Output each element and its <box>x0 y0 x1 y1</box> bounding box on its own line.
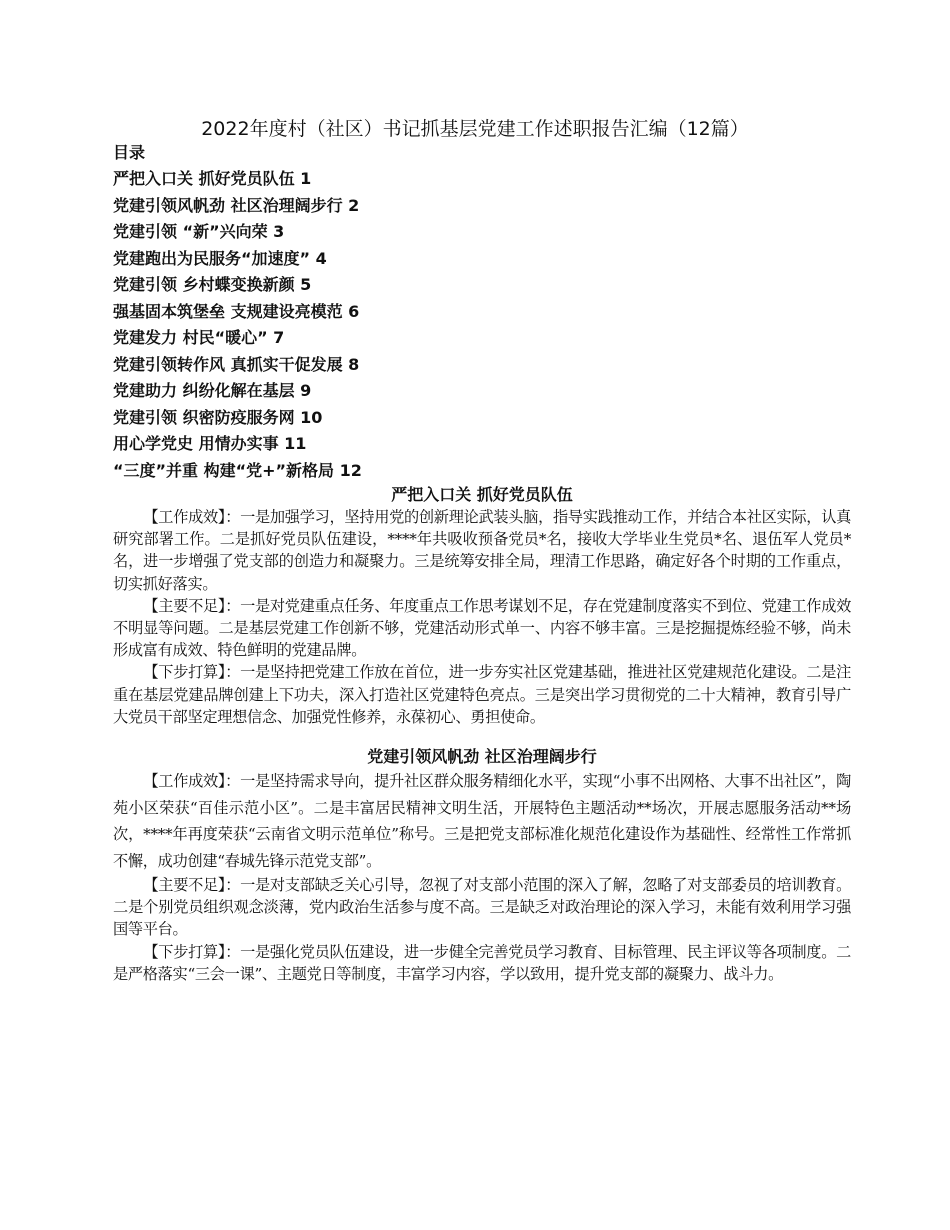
section-paragraph: 【下步打算】：一是坚持把党建工作放在首位，进一步夯实社区党建基础，推进社区党建规范化建设。二是注重在基层党建品牌创建上下功夫，深入打造社区党建特色亮点。三是突出学习贯彻党的二十大精神，教育引导广大党员干部坚定理想信念、加强党性修养，永葆初心、勇担使命。 <box>113 663 851 726</box>
toc-item: “三度”并重 构建“党+”新格局 12 <box>113 460 362 480</box>
toc-heading: 目录 <box>113 143 146 162</box>
toc-item: 党建引领转作风 真抓实干促发展 8 <box>113 354 360 374</box>
toc-item: 党建引领 乡村蝶变换新颜 5 <box>113 275 312 294</box>
report-section <box>113 746 851 985</box>
report-section <box>113 484 851 728</box>
document-title: 2022年度村（社区）书记抓基层党建工作述职报告汇编（12篇） <box>201 118 749 140</box>
section-paragraph: 【主要不足】：一是对支部缺乏关心引导，忽视了对支部小范围的深入了解，忽略了对支部委员的培训教育。二是个别党员组织观念淡薄，党内政治生活参与度不高。三是缺乏对政治理论的深入学习，未能有效利用学习强国等平台。 <box>113 876 851 939</box>
table-of-contents <box>113 166 362 484</box>
section-heading: 党建引领风帆劲 社区治理阔步行 <box>367 747 597 766</box>
toc-item: 党建引领风帆劲 社区治理阔步行 2 <box>113 195 360 215</box>
section-paragraph: 【主要不足】：一是对党建重点任务、年度重点工作思考谋划不足，存在党建制度落实不到位、党建工作成效不明显等问题。二是基层党建工作创新不够，党建活动形式单一、内容不够丰富。三是挖掘提炼经验不够，尚未形成富有成效、特色鲜明的党建品牌。 <box>113 596 851 660</box>
toc-item: 党建跑出为民服务“加速度” 4 <box>113 248 327 268</box>
toc-item: 严把入口关 抓好党员队伍 1 <box>113 169 312 188</box>
toc-item: 党建发力 村民“暖心” 7 <box>113 328 285 347</box>
toc-item: 党建引领 织密防疫服务网 10 <box>113 407 323 427</box>
section-paragraph: 【下步打算】：一是强化党员队伍建设，进一步健全完善党员学习教育、目标管理、民主评议等各项制度。二是严格落实“三会一课”、主题党日等制度，丰富学习内容，学以致用，提升党支部的凝聚力、战斗力。 <box>113 942 851 983</box>
section-heading: 严把入口关 抓好党员队伍 <box>391 485 573 504</box>
toc-item: 党建引领 “新”兴向荣 3 <box>113 222 285 241</box>
section-paragraph: 【工作成效】：一是加强学习，坚持用党的创新理论武装头脑，指导实践推动工作，并结合本社区实际，认真研究部署工作。二是抓好党员队伍建设，****年共吸收预备党员*名，接收大学毕业生党员*名、退伍军人党员*名，进一步增强了党支部的创造力和凝聚力。三是统筹安排全局，理清工作思路，确定好各个时期的工作重点，切实抓好落实。 <box>113 508 851 593</box>
toc-item: 用心学党史 用情办实事 11 <box>113 434 307 453</box>
toc-item: 强基固本筑堡垒 支规建设亮模范 6 <box>113 301 360 321</box>
toc-item: 党建助力 纠纷化解在基层 9 <box>113 381 312 400</box>
section-paragraph: 【工作成效】：一是坚持需求导向，提升社区群众服务精细化水平，实现“小事不出网格、大事不出社区”，陶苑小区荣获“百佳示范小区”。二是丰富居民精神文明生活，开展特色主题活动**场次，开展志愿服务活动**场次，****年再度荣获“云南省文明示范单位”称号。三是把党支部标准化规范化建设作为基础性、经常性工作常抓不懈，成功创建“春城先锋示范党支部”。 <box>113 772 851 870</box>
